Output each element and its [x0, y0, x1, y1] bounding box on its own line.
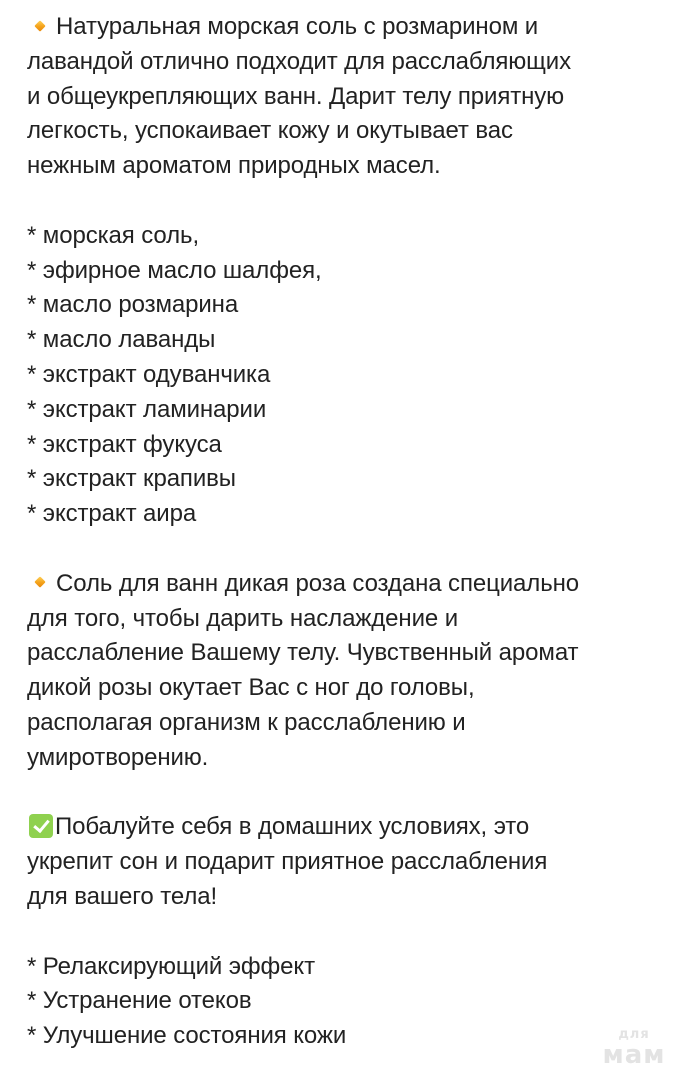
list-item: * Релаксирующий эффект: [27, 952, 315, 980]
list-item: * масло лаванды: [27, 326, 216, 354]
paragraph-gap: [27, 184, 667, 219]
line-1: Побалуйте себя в домашних условиях, это: [27, 813, 529, 840]
line-4: дикой розы окутает Вас с ног до головы,: [27, 674, 475, 702]
watermark-big-text: мам: [602, 1040, 666, 1070]
watermark-logo: [597, 1028, 671, 1068]
post-text: [27, 10, 667, 1054]
orange-diamond-icon: [34, 20, 45, 31]
list-item: * морская соль,: [27, 221, 200, 249]
line-1: Соль для ванн дикая роза создана специально: [27, 570, 579, 597]
list-item: * эфирное масло шалфея,: [27, 256, 322, 284]
line-4: легкость, успокаивает кожу и окутывает вас: [27, 117, 513, 145]
list-item: * Устранение отеков: [27, 987, 252, 1015]
paragraph-sea-salt: [27, 10, 667, 184]
list-item: * экстракт одуванчика: [27, 360, 271, 388]
list-item: * Улучшение состояния кожи: [27, 1022, 347, 1050]
paragraph-pamper: [27, 810, 667, 914]
line-5: располагая организм к расслаблению и: [27, 708, 466, 736]
line-5: нежным ароматом природных масел.: [27, 152, 441, 180]
paragraph-gap: [27, 776, 667, 811]
watermark-small-text: для: [618, 1027, 650, 1042]
orange-diamond-icon: [34, 577, 45, 588]
check-mark-icon: [29, 814, 53, 838]
list-item: * экстракт фукуса: [27, 430, 222, 458]
line-6: умиротворению.: [27, 743, 209, 771]
line-3: расслабление Вашему телу. Чувственный аромат: [27, 639, 579, 667]
line-2: для того, чтобы дарить наслаждение и: [27, 604, 459, 632]
list-item: * экстракт крапивы: [27, 465, 236, 493]
line-2: лавандой отлично подходит для расслабляющих: [27, 47, 572, 75]
line-3: для вашего тела!: [27, 882, 218, 910]
line-1: Натуральная морская соль с розмарином и: [27, 13, 538, 40]
line-2: укрепит сон и подарит приятное расслабления: [27, 848, 548, 876]
ingredients-list: [27, 219, 667, 532]
paragraph-gap: [27, 532, 667, 567]
list-item: * экстракт аира: [27, 500, 197, 528]
benefits-list: [27, 950, 667, 1054]
paragraph-gap: [27, 915, 667, 950]
list-item: * экстракт ламинарии: [27, 395, 267, 423]
paragraph-wild-rose: [27, 567, 667, 776]
list-item: * масло розмарина: [27, 291, 239, 319]
line-3: и общеукрепляющих ванн. Дарит телу приятную: [27, 82, 565, 110]
